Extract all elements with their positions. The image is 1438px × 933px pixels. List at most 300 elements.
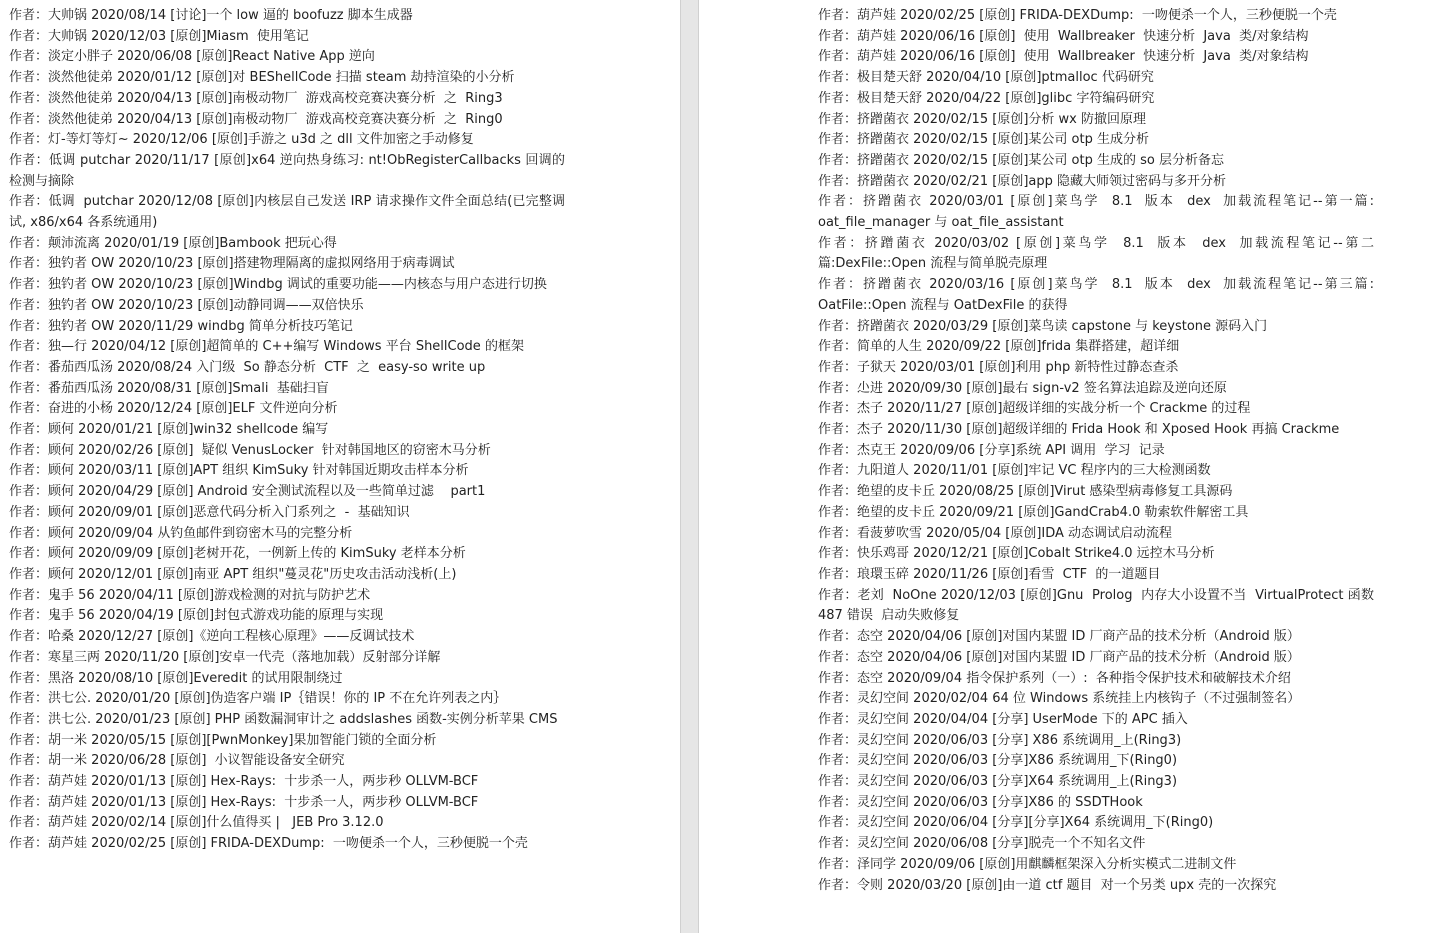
post-date: 2020/09/09 xyxy=(78,546,154,562)
author-name: 顾何 xyxy=(48,484,75,500)
author-name: 绝望的皮卡丘 xyxy=(857,504,936,520)
post-date: 2020/09/04 xyxy=(887,670,963,686)
list-item xyxy=(9,110,565,131)
author-name: 九阳道人 xyxy=(857,463,910,479)
list-item xyxy=(818,192,1379,233)
list-item xyxy=(9,793,565,814)
author-prefix: 作者： xyxy=(9,546,49,562)
list-item xyxy=(9,751,565,772)
post-date: 2020/11/01 xyxy=(913,463,989,479)
post-title: [原创]x64 逆向热身练习: nt!ObRegisterCallbacks 回调的检测与摘除 xyxy=(9,152,565,189)
author-prefix: 作者： xyxy=(9,422,49,438)
list-item xyxy=(818,834,1374,855)
right-entry-list xyxy=(818,6,1379,896)
post-date: 2020/06/28 xyxy=(91,753,167,769)
author-prefix: 作者： xyxy=(9,711,49,727)
author-prefix: 作者： xyxy=(818,753,858,769)
post-date: 2020/01/20 xyxy=(95,691,171,707)
list-item xyxy=(818,6,1374,27)
author-name: 大帅锅 xyxy=(48,28,88,44)
post-date: 2020/06/03 xyxy=(913,774,989,790)
list-item xyxy=(9,27,565,48)
post-title: [原创]Cobalt Strike4.0 远控木马分析 xyxy=(992,546,1215,562)
author-prefix: 作者： xyxy=(818,28,858,44)
author-name: 淡定小胖子 xyxy=(48,49,114,65)
post-title: [原创]某公司 otp 生成的 so 层分析备忘 xyxy=(992,152,1224,168)
list-item xyxy=(818,151,1374,172)
author-name: 独钓者 OW xyxy=(48,318,115,334)
author-prefix: 作者： xyxy=(818,132,858,148)
post-date: 2020/08/25 xyxy=(939,484,1015,500)
post-title: [原创]封包式游戏功能的原理与实现 xyxy=(177,608,384,624)
list-item xyxy=(9,524,565,545)
post-title: [原创] 疑似 VenusLocker 针对韩国地区的窃密木马分析 xyxy=(157,442,491,458)
author-name: 胡一米 xyxy=(48,753,88,769)
post-date: 2020/02/15 xyxy=(913,152,989,168)
post-date: 2020/01/19 xyxy=(104,235,180,251)
author-prefix: 作者： xyxy=(818,691,858,707)
post-date: 2020/08/31 xyxy=(117,380,193,396)
author-prefix: 作者： xyxy=(818,774,858,790)
post-date: 2020/12/01 xyxy=(78,566,154,582)
post-title: [原创] 使用 Wallbreaker 快速分析 Java 类/对象结构 xyxy=(979,28,1309,44)
post-date: 2020/04/11 xyxy=(98,587,174,603)
post-title: [原创] Android 安全测试流程以及一些简单过滤 part1 xyxy=(157,484,486,500)
post-date: 2020/04/13 xyxy=(117,111,193,127)
post-date: 2020/09/01 xyxy=(78,504,154,520)
post-title: [原创]最右 sign-v2 签名算法追踪及逆向还原 xyxy=(966,380,1227,396)
list-item xyxy=(818,565,1374,586)
post-title: [原创]游戏检测的对抗与防护艺术 xyxy=(177,587,371,603)
author-prefix: 作者： xyxy=(818,546,858,562)
post-title: [原创]看雪 CTF 的一道题目 xyxy=(992,566,1161,582)
post-title: [原创]超级详细的实战分析一个 Crackme 的过程 xyxy=(966,401,1251,417)
author-name: 顾何 xyxy=(48,546,75,562)
post-date: 2020/03/16 xyxy=(929,277,1005,293)
post-title: [原创]菜鸟学 8.1 版本 dex 加载流程笔记--第二篇:DexFile::Open 流程与简单脱壳原理 xyxy=(818,235,1374,272)
list-item xyxy=(818,234,1374,275)
author-prefix: 作者： xyxy=(9,649,49,665)
author-prefix: 作者： xyxy=(818,90,858,106)
author-prefix: 作者： xyxy=(9,152,49,168)
author-prefix: 作者： xyxy=(818,49,858,65)
post-title: [原创]app 隐藏大师领过密码与多开分析 xyxy=(992,173,1226,189)
author-name: 看菠萝吹雪 xyxy=(857,525,923,541)
post-date: 2020/01/12 xyxy=(117,70,193,86)
list-item xyxy=(9,772,565,793)
post-date: 2020/04/29 xyxy=(78,484,154,500)
post-title: [分享]X86 的 SSDTHook xyxy=(992,794,1143,810)
post-title: [原创]菜鸟读 capstone 与 keystone 源码入门 xyxy=(992,318,1268,334)
author-prefix: 作者： xyxy=(9,380,49,396)
author-prefix: 作者： xyxy=(9,836,49,852)
post-date: 2020/05/04 xyxy=(926,525,1002,541)
author-name: 灵幻空间 xyxy=(857,794,910,810)
author-prefix: 作者： xyxy=(818,566,858,582)
author-prefix: 作者： xyxy=(9,359,49,375)
author-name: 淡然他徒弟 xyxy=(48,111,114,127)
author-name: 哈桑 xyxy=(48,629,75,645)
author-name: 态空 xyxy=(857,629,884,645)
post-date: 2020/10/23 xyxy=(118,277,194,293)
list-item xyxy=(818,172,1374,193)
post-date: 2020/09/30 xyxy=(887,380,963,396)
post-date: 2020/02/15 xyxy=(913,132,989,148)
post-date: 2020/08/24 xyxy=(117,359,193,375)
post-title: [原创]利用 php 新特性过静态查杀 xyxy=(979,359,1179,375)
post-title: [原创] FRIDA-DEXDump: 一吻便杀一个人，三秒便脱一个壳 xyxy=(979,8,1337,23)
post-title: [原创]某公司 otp 生成分析 xyxy=(992,132,1149,148)
list-item xyxy=(818,482,1374,503)
post-date: 2020/09/04 xyxy=(78,525,154,541)
post-title: [原创]GandCrab4.0 勒索软件解密工具 xyxy=(1018,504,1249,520)
post-date: 2020/02/26 xyxy=(78,442,154,458)
author-name: 灵幻空间 xyxy=(857,753,910,769)
author-name: 灵幻空间 xyxy=(857,815,910,831)
post-date: 2020/04/13 xyxy=(117,90,193,106)
post-date: 2020/12/24 xyxy=(117,401,193,417)
list-item xyxy=(9,358,565,379)
list-item xyxy=(9,47,565,68)
author-name: 低调 putchar xyxy=(48,152,131,168)
list-item xyxy=(818,503,1374,524)
post-date: 2020/04/06 xyxy=(887,649,963,665)
author-prefix: 作者： xyxy=(818,877,858,893)
list-item xyxy=(9,731,565,752)
post-date: 2020/09/22 xyxy=(926,339,1002,355)
list-item xyxy=(9,6,565,27)
author-name: 顾何 xyxy=(48,442,75,458)
author-prefix: 作者： xyxy=(818,504,858,520)
author-prefix: 作者： xyxy=(818,442,858,458)
post-date: 2020/06/08 xyxy=(913,836,989,852)
post-date: 2020/01/21 xyxy=(78,422,154,438)
left-document-page xyxy=(0,0,680,933)
post-date: 2020/09/06 xyxy=(900,442,976,458)
post-title: [原创]frida 集群搭建，超详细 xyxy=(1005,339,1180,355)
author-name: 葫芦娃 xyxy=(48,815,88,831)
post-title: [分享]X64 系统调用_上(Ring3) xyxy=(992,774,1178,790)
author-prefix: 作者： xyxy=(818,70,858,86)
list-item xyxy=(818,27,1374,48)
list-item xyxy=(818,47,1374,68)
author-name: 泽同学 xyxy=(857,856,897,872)
list-item xyxy=(9,710,565,731)
post-date: 2020/04/10 xyxy=(926,70,1002,86)
post-date: 2020/11/20 xyxy=(104,649,180,665)
post-date: 2020/06/04 xyxy=(913,815,989,831)
list-item xyxy=(9,482,565,503)
list-item xyxy=(818,772,1374,793)
post-date: 2020/08/14 xyxy=(91,8,167,23)
list-item xyxy=(818,68,1374,89)
post-date: 2020/12/03 xyxy=(940,587,1016,603)
post-title: [分享]系统 API 调用 学习 记录 xyxy=(979,442,1165,458)
author-prefix: 作者： xyxy=(818,8,858,23)
list-item xyxy=(9,834,565,855)
author-prefix: 作者： xyxy=(818,401,858,417)
list-item xyxy=(818,544,1374,565)
author-name: 简单的人生 xyxy=(857,339,923,355)
author-prefix: 作者： xyxy=(818,484,858,500)
post-title: [原创]手游之 u3d 之 dll 文件加密之手动修复 xyxy=(211,132,474,148)
post-date: 2020/01/23 xyxy=(95,711,171,727)
author-prefix: 作者： xyxy=(818,277,864,293)
author-prefix: 作者： xyxy=(818,422,858,438)
author-prefix: 作者： xyxy=(9,111,49,127)
author-name: 顾何 xyxy=(48,566,75,582)
author-name: 独钓者 OW xyxy=(48,277,115,293)
post-title: [原创]菜鸟学 8.1 版本 dex 加载流程笔记--第三篇: OatFile::Open 流程与 OatDexFile 的获得 xyxy=(818,277,1379,313)
author-name: 颠沛流离 xyxy=(48,235,101,251)
list-item xyxy=(818,855,1374,876)
author-name: 灵幻空间 xyxy=(857,711,910,727)
author-name: 淡然他徒弟 xyxy=(48,70,114,86)
author-prefix: 作者： xyxy=(9,670,49,686)
post-date: 2020/02/15 xyxy=(913,111,989,127)
list-item xyxy=(818,648,1374,669)
author-name: 灵幻空间 xyxy=(857,836,910,852)
post-title: [原创]超简单的 C++编写 Windows 平台 ShellCode 的框架 xyxy=(170,339,524,355)
author-name: 顾何 xyxy=(48,463,75,479)
post-title: [原创]牢记 VC 程序内的三大检测函数 xyxy=(992,463,1211,479)
author-prefix: 作者： xyxy=(9,194,49,210)
author-prefix: 作者： xyxy=(818,359,858,375)
author-name: 挤蹭菌衣 xyxy=(857,318,910,334)
post-title: [原创]恶意代码分析入门系列之 - 基础知识 xyxy=(157,504,410,520)
author-name: 挤蹭菌衣 xyxy=(857,132,910,148)
post-date: 2020/11/29 xyxy=(118,318,194,334)
post-date: 2020/04/19 xyxy=(98,608,174,624)
post-date: 2020/03/11 xyxy=(78,463,154,479)
post-date: 2020/03/20 xyxy=(887,877,963,893)
list-item xyxy=(818,379,1374,400)
post-date: 2020/11/27 xyxy=(887,401,963,417)
post-date: 2020/02/25 xyxy=(900,8,976,23)
author-name: 挤蹭菌衣 xyxy=(857,152,910,168)
author-name: 顾何 xyxy=(48,504,75,520)
author-prefix: 作者： xyxy=(818,339,858,355)
author-name: 极目楚天舒 xyxy=(857,70,923,86)
list-item xyxy=(818,461,1374,482)
author-name: 挤蹭菌衣 xyxy=(857,111,910,127)
post-title: [原创] 使用 Wallbreaker 快速分析 Java 类/对象结构 xyxy=(979,49,1309,65)
list-item xyxy=(9,317,565,338)
author-name: 鬼手 56 xyxy=(48,608,95,624)
list-item xyxy=(9,648,565,669)
post-date: 2020/04/22 xyxy=(926,90,1002,106)
list-item xyxy=(9,275,565,296)
list-item xyxy=(9,813,565,834)
post-title: [原创]APT 组织 KimSuky 针对韩国近期攻击样本分析 xyxy=(157,463,469,479)
post-date: 2020/02/04 xyxy=(913,691,989,707)
author-name: 独钓者 OW xyxy=(48,297,115,313)
author-name: 老刘 NoOne xyxy=(857,587,937,603)
post-date: 2020/12/03 xyxy=(91,28,167,44)
author-prefix: 作者： xyxy=(9,339,49,355)
post-title: [原创]安卓一代壳（落地加载）反射部分详解 xyxy=(183,649,441,665)
post-date: 2020/08/10 xyxy=(78,670,154,686)
list-item xyxy=(818,110,1374,131)
author-name: 独—行 xyxy=(48,339,88,355)
post-date: 2020/04/12 xyxy=(91,339,167,355)
author-name: 令则 xyxy=(857,877,884,893)
post-date: 2020/11/30 xyxy=(887,422,963,438)
author-prefix: 作者： xyxy=(818,380,858,396)
list-item xyxy=(818,669,1374,690)
author-prefix: 作者： xyxy=(9,235,49,251)
author-name: 葫芦娃 xyxy=(48,794,88,810)
author-name: 琅環玉碎 xyxy=(857,566,910,582)
post-date: 2020/06/03 xyxy=(913,732,989,748)
list-item xyxy=(9,130,565,151)
author-prefix: 作者： xyxy=(818,794,858,810)
author-name: 子狱天 xyxy=(857,359,897,375)
list-item xyxy=(9,379,565,400)
author-name: 鬼手 56 xyxy=(48,587,95,603)
post-title: 入门级 So 静态分析 CTF 之 easy-so write up xyxy=(196,359,486,375)
post-date: 2020/04/06 xyxy=(887,629,963,645)
list-item xyxy=(9,441,565,462)
author-prefix: 作者： xyxy=(9,442,49,458)
post-title: [原创]什么值得买 | JEB Pro 3.12.0 xyxy=(170,815,384,831)
post-title: [原创] Hex-Rays: 十步杀一人，两步秒 OLLVM-BCF xyxy=(170,794,479,810)
author-prefix: 作者： xyxy=(9,504,49,520)
post-title: [原创]动静同调——双倍快乐 xyxy=(197,297,364,313)
post-date: 2020/09/21 xyxy=(939,504,1015,520)
post-title: [原创]win32 shellcode 编写 xyxy=(157,422,329,438)
post-title: [原创]南极动物厂 游戏高校竞赛决赛分析 之 Ring0 xyxy=(196,111,503,127)
list-item xyxy=(9,151,565,192)
list-item xyxy=(818,524,1374,545)
author-prefix: 作者： xyxy=(818,318,858,334)
post-date: 2020/01/13 xyxy=(91,774,167,790)
post-title: 从钓鱼邮件到窃密木马的完整分析 xyxy=(157,525,353,541)
post-title: [原创][PwnMonkey]果加智能门锁的全面分析 xyxy=(170,732,437,748)
author-name: 极目楚天舒 xyxy=(857,90,923,106)
list-item xyxy=(818,441,1374,462)
list-item xyxy=(818,358,1374,379)
list-item xyxy=(818,420,1374,441)
author-name: 葫芦娃 xyxy=(48,774,88,790)
author-name: 葫芦娃 xyxy=(857,49,897,65)
list-item xyxy=(818,813,1374,834)
author-prefix: 作者： xyxy=(818,587,858,603)
author-prefix: 作者： xyxy=(9,774,49,790)
list-item xyxy=(818,317,1374,338)
author-prefix: 作者： xyxy=(818,463,858,479)
post-date: 2020/05/15 xyxy=(91,732,167,748)
list-item xyxy=(9,89,565,110)
post-title: [原创]伪造客户端 IP｛错误！你的 IP 不在允许列表之内｝ xyxy=(174,691,507,707)
post-title: [原创]Miasm 使用笔记 xyxy=(170,28,309,44)
author-name: 杰子 xyxy=(857,422,884,438)
list-item xyxy=(818,89,1374,110)
list-item xyxy=(9,503,565,524)
list-item xyxy=(818,130,1374,151)
list-item xyxy=(9,192,565,233)
post-date: 2020/03/02 xyxy=(934,235,1010,251)
author-name: 大帅锅 xyxy=(48,8,88,23)
post-date: 2020/11/17 xyxy=(134,152,210,168)
author-prefix: 作者： xyxy=(9,587,49,603)
post-title: [原创]对国内某盟 ID 厂商产品的技术分析（Android 版） xyxy=(966,629,1300,645)
page-gutter xyxy=(680,0,699,933)
author-name: 葫芦娃 xyxy=(48,836,88,852)
list-item xyxy=(9,544,565,565)
post-title: 指令保护系列（一）: 各种指令保护技术和破解技术介绍 xyxy=(966,670,1291,686)
list-item xyxy=(818,710,1374,731)
author-prefix: 作者： xyxy=(9,8,49,23)
post-title: [分享]X86 系统调用_下(Ring0) xyxy=(992,753,1178,769)
post-title: [原创]Smali 基础扫盲 xyxy=(196,380,329,396)
author-name: 顾何 xyxy=(48,525,75,541)
post-title: [原创]Windbg 调试的重要功能——内核态与用户态进行切换 xyxy=(197,277,547,293)
list-item xyxy=(9,420,565,441)
author-name: 挤蹭菌衣 xyxy=(864,235,928,251)
post-title: [原创]IDA 动态调试启动流程 xyxy=(1005,525,1173,541)
author-name: 灵幻空间 xyxy=(857,732,910,748)
post-title: [原创]南亚 APT 组织"蔓灵花"历史攻击活动浅析(上) xyxy=(157,566,457,582)
post-date: 2020/02/25 xyxy=(91,836,167,852)
author-prefix: 作者： xyxy=(9,49,49,65)
author-prefix: 作者： xyxy=(9,815,49,831)
post-date: 2020/12/27 xyxy=(78,629,154,645)
author-name: 淡然他徒弟 xyxy=(48,90,114,106)
author-prefix: 作者： xyxy=(9,277,49,293)
author-prefix: 作者： xyxy=(818,732,858,748)
post-title: [原创] Hex-Rays: 十步杀一人，两步秒 OLLVM-BCF xyxy=(170,774,479,790)
post-title: [原创]内核层自己发送 IRP 请求操作文件全面总结(已完整调试, x86/x64 各系统通用) xyxy=(9,194,566,231)
author-name: 尐进 xyxy=(857,380,884,396)
post-title: [讨论]一个 low 逼的 boofuzz 脚本生成器 xyxy=(170,8,413,23)
post-title: [原创]搭建物理隔离的虚拟网络用于病毒调试 xyxy=(197,256,455,272)
post-title: [原创]Gnu Prolog 内存大小设置不当 VirtualProtect 函数 487 错误 启动失败修复 xyxy=(818,587,1379,624)
post-date: 2020/03/01 xyxy=(900,359,976,375)
author-name: 挤蹭菌衣 xyxy=(863,277,924,293)
post-title: [原创]glibc 字符编码研究 xyxy=(1005,90,1155,106)
author-prefix: 作者： xyxy=(818,815,858,831)
list-item xyxy=(818,627,1374,648)
author-name: 挤蹭菌衣 xyxy=(857,173,910,189)
post-title: [原创]Virut 感染型病毒修复工具源码 xyxy=(1018,484,1233,500)
post-title: [分享][分享]X64 系统调用_下(Ring0) xyxy=(992,815,1214,831)
post-date: 2020/06/16 xyxy=(900,49,976,65)
author-prefix: 作者： xyxy=(9,608,49,624)
post-title: [原创]由一道 ctf 题目 对一个另类 upx 壳的一次探究 xyxy=(966,877,1277,893)
list-item xyxy=(9,689,565,710)
author-prefix: 作者： xyxy=(818,670,858,686)
post-title: [原创] 小议智能设备安全研究 xyxy=(170,753,345,769)
post-date: 2020/10/23 xyxy=(118,297,194,313)
post-date: 2020/02/14 xyxy=(91,815,167,831)
list-item xyxy=(818,586,1379,627)
post-title: [原创]Bambook 把玩心得 xyxy=(183,235,337,251)
post-title: [原创]ptmalloc 代码研究 xyxy=(1005,70,1154,86)
post-date: 2020/10/23 xyxy=(118,256,194,272)
post-title: [原创]对国内某盟 ID 厂商产品的技术分析（Android 版） xyxy=(966,649,1300,665)
post-date: 2020/12/21 xyxy=(913,546,989,562)
author-prefix: 作者： xyxy=(818,152,858,168)
post-title: [分享] X86 系统调用_上(Ring3) xyxy=(992,732,1182,748)
author-name: 杰子 xyxy=(857,401,884,417)
list-item xyxy=(9,586,565,607)
post-title: [原创]ELF 文件逆向分析 xyxy=(196,401,338,417)
author-name: 奋进的小杨 xyxy=(48,401,114,417)
author-prefix: 作者： xyxy=(818,525,858,541)
post-date: 2020/06/03 xyxy=(913,794,989,810)
author-prefix: 作者： xyxy=(9,732,49,748)
